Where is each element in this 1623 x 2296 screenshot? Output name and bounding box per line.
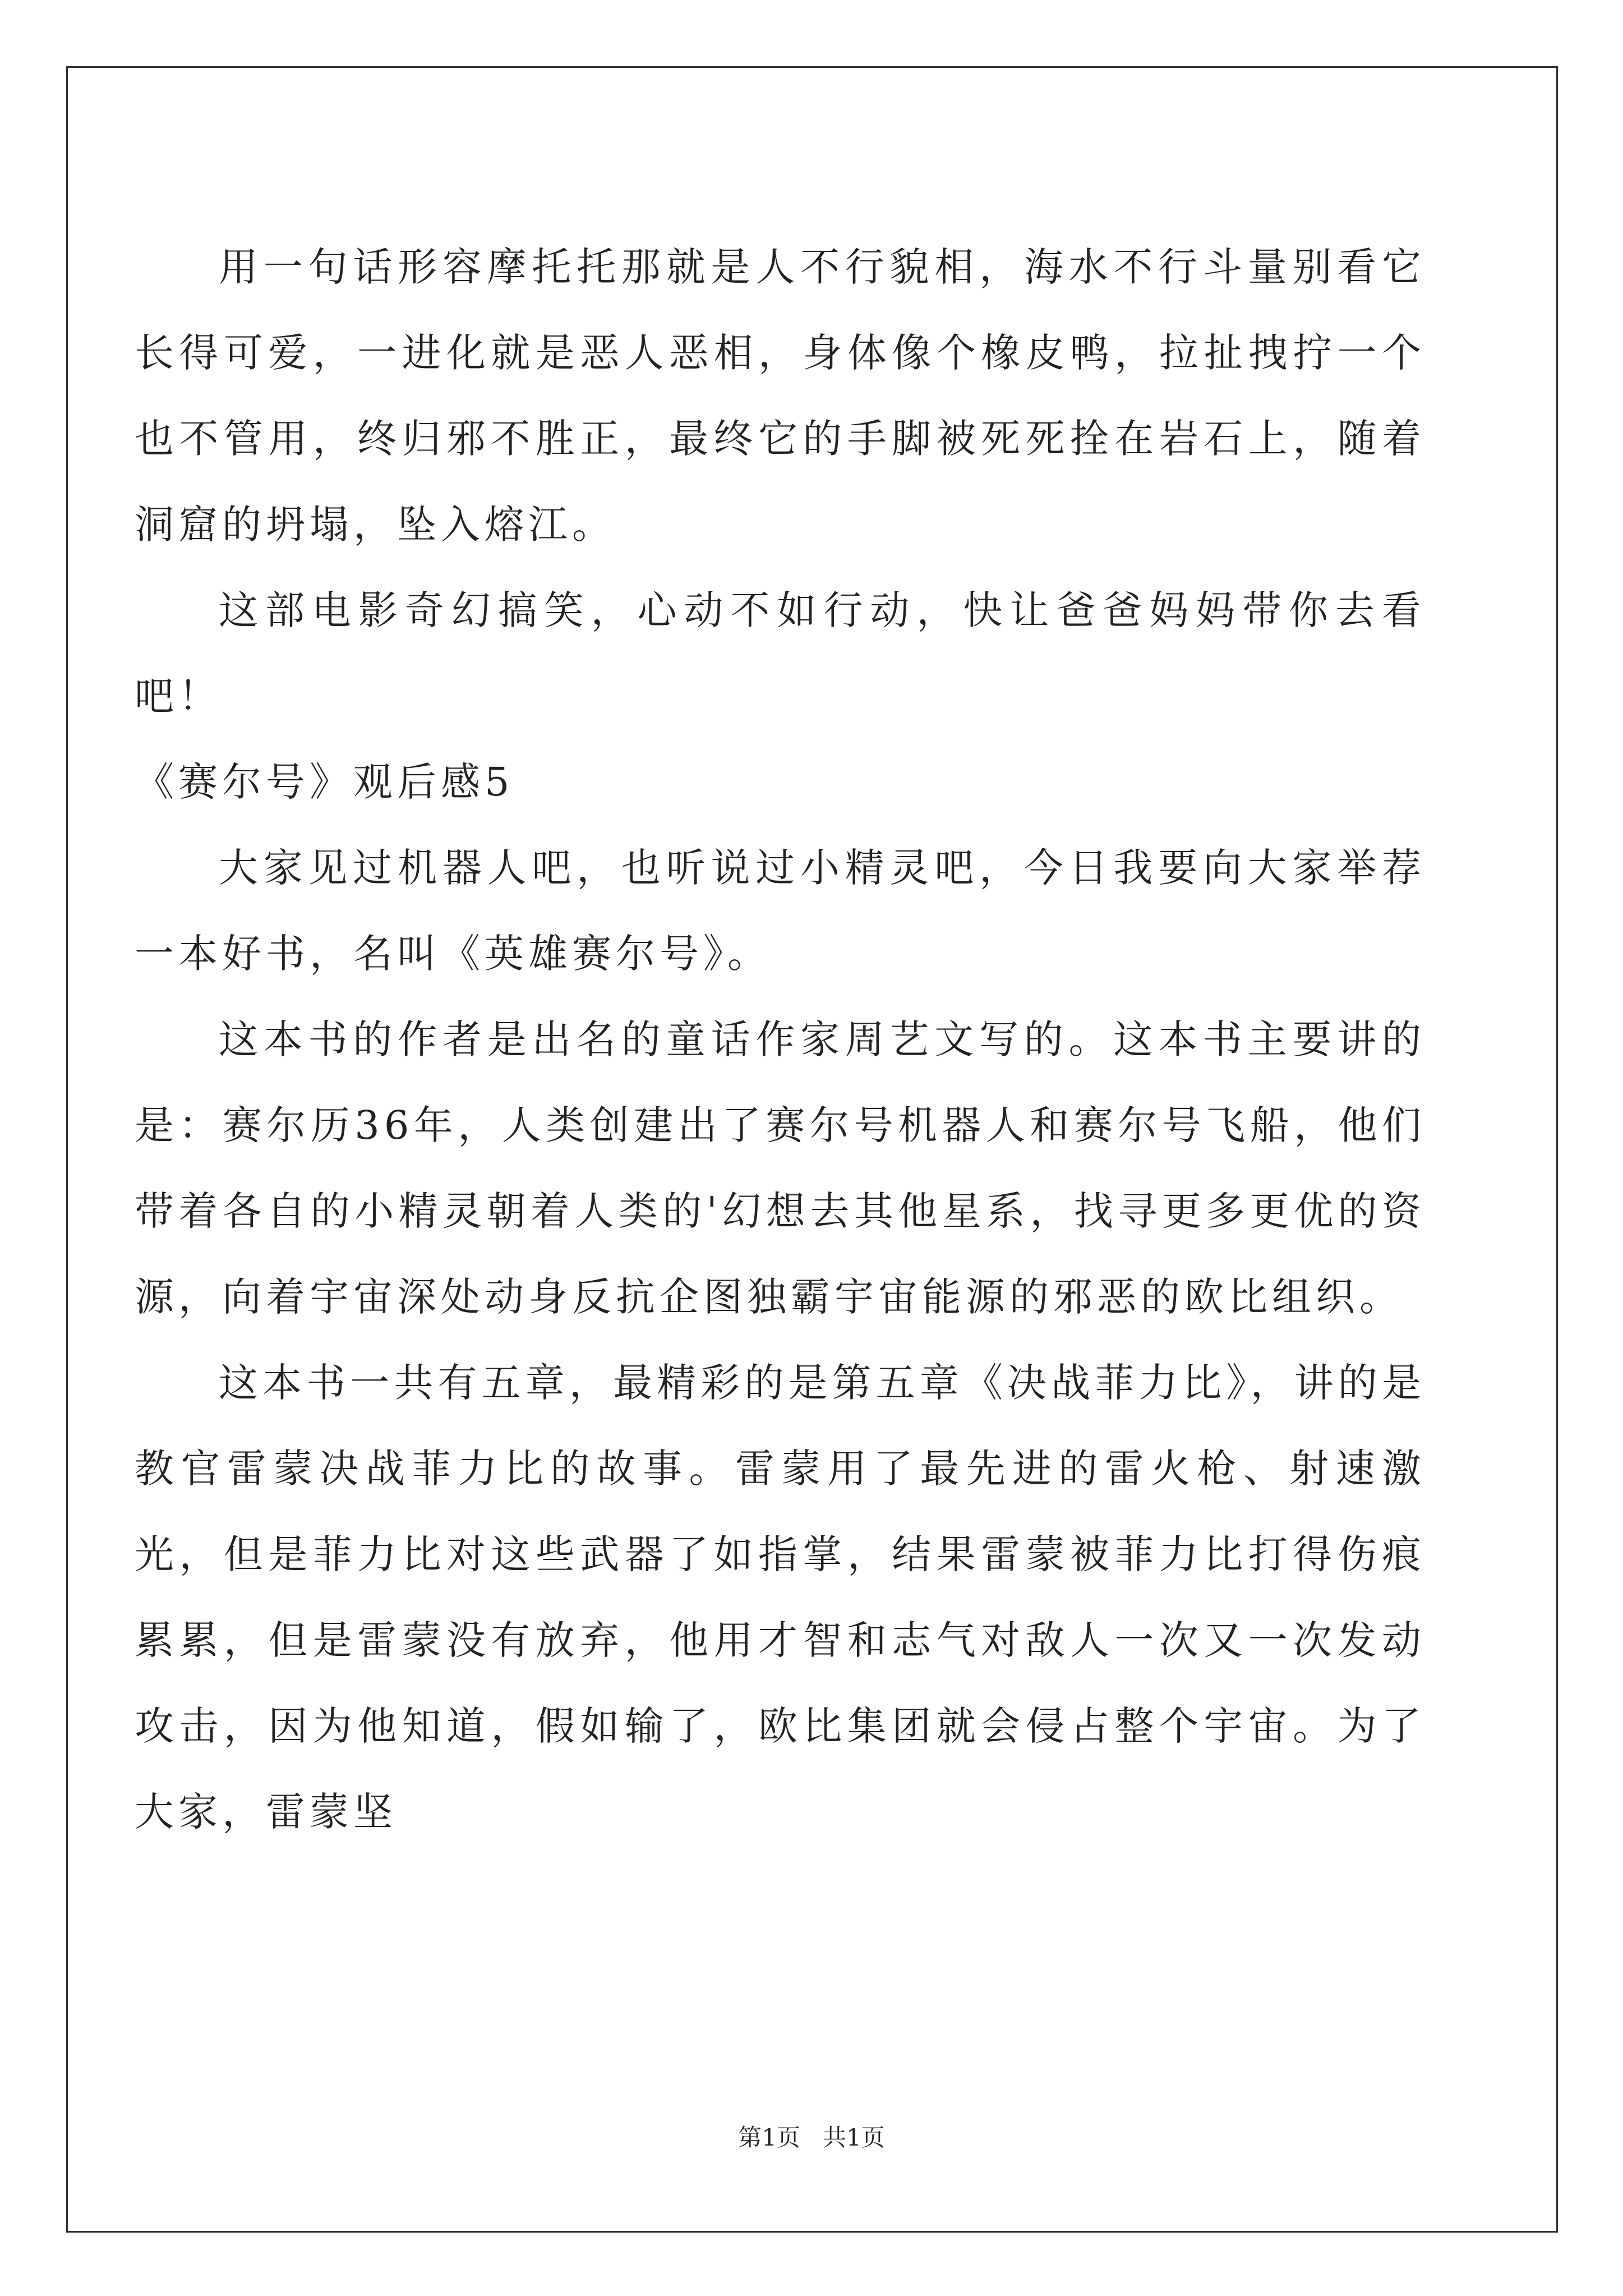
paragraph: 这本书的作者是出名的童话作家周艺文写的。这本书主要讲的是：赛尔历36年，人类创建出了赛尔号机器人和赛尔号飞船，他们带着各自的小精灵朝着人类的'幻想去其他星系，找寻更多更优的资源，向着宇宙深处动身反抗企图独霸宇宙能源的邪恶的欧比组织。 <box>135 1016 1426 1320</box>
paragraph: 用一句话形容摩托托那就是人不行貌相，海水不行斗量别看它长得可爱，一进化就是恶人恶相，身体像个橡皮鸭，拉扯拽拧一个也不管用，终归邪不胜正，最终它的手脚被死死拴在岩石上，随着洞窟的坍塌，坠入熔江。 <box>135 244 1426 547</box>
paragraph: 这本书一共有五章，最精彩的是第五章《决战菲力比》，讲的是教官雷蒙决战菲力比的故事。雷蒙用了最先进的雷火枪、射速激光，但是菲力比对这些武器了如指掌，结果雷蒙被菲力比打得伤痕累累，但是雷蒙没有放弃，他用才智和志气对敌人一次又一次发动攻击，因为他知道，假如输了，欧比集团就会侵占整个宇宙。为了大家，雷蒙坚 <box>135 1360 1426 1835</box>
paragraph: 这部电影奇幻搞笑，心动不如行动，快让爸爸妈妈带你去看吧！ <box>135 587 1426 719</box>
document-body <box>135 224 1426 1855</box>
section-heading: 《赛尔号》观后感5 <box>135 759 514 805</box>
paragraph: 大家见过机器人吧，也听说过小精灵吧，今日我要向大家举荐一本好书，名叫《英雄赛尔号》。 <box>135 845 1426 977</box>
page-footer: 第1页 共1页 <box>738 2124 885 2151</box>
